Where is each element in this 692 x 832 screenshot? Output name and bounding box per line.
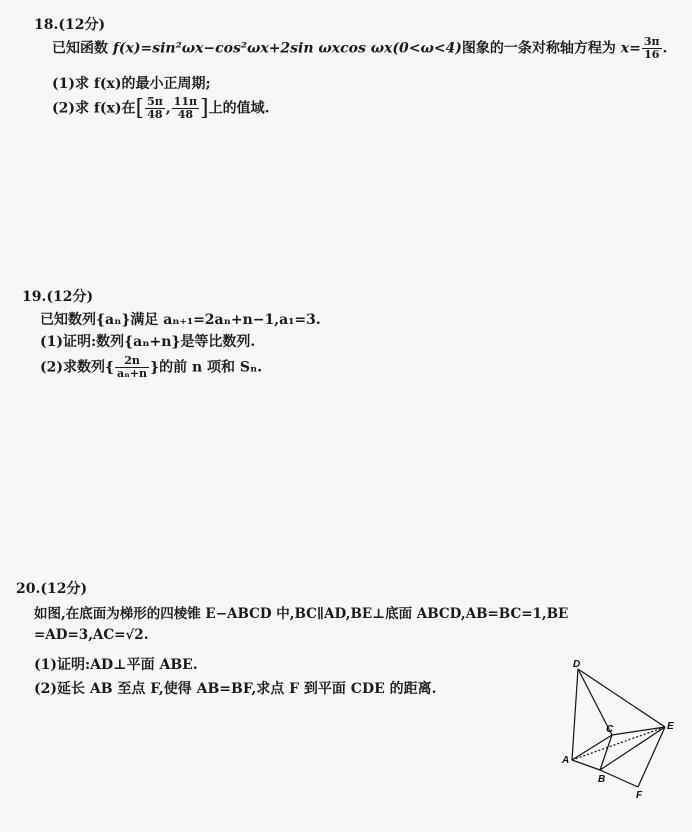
question-20-part-2: (2)延长 AB 至点 F,使得 AB=BF,求点 F 到平面 CDE 的距离. (34, 681, 437, 697)
pyramid-figure (560, 655, 690, 805)
vertex-label-C: C (606, 724, 614, 735)
fraction-3pi-16: $\frac{3\pi}{16}$ (643, 35, 660, 61)
question-18-part-2: (2)求 f(x)在[ $\frac{5\pi}{48}$ , $\frac{11\pi}{48}$ ]上的值域. (52, 95, 270, 121)
question-19-part-1: (1)证明:数列{aₙ+n}是等比数列. (40, 334, 256, 350)
edge-AE-hidden (572, 727, 665, 760)
question-20-part-1: (1)证明:AD⊥平面 ABE. (34, 657, 198, 673)
vertex-label-D: D (573, 659, 581, 670)
edge-AB (572, 760, 600, 770)
question-19-header: 19.(12分) (22, 289, 94, 305)
fraction-2n-over-an-plus-n: $\frac{2n}{\text{aₙ+n}}$ (117, 354, 148, 380)
edge-BC (600, 735, 612, 770)
vertex-label-B: B (598, 774, 606, 785)
fraction-11pi-48: $\frac{11\pi}{48}$ (173, 95, 198, 121)
question-20-stem-line-2: =AD=3,AC=√2. (34, 627, 149, 643)
question-20-stem-line-1: 如图,在底面为梯形的四棱锥 E−ABCD 中,BC∥AD,BE⊥底面 ABCD,AB=BC=1,BE (34, 606, 569, 622)
edge-DE (578, 669, 665, 727)
question-19-stem: 已知数列{aₙ}满足 aₙ₊₁=2aₙ+n−1,a₁=3. (40, 312, 321, 328)
edge-AD (572, 669, 578, 760)
edge-BF (600, 770, 638, 787)
edge-CE (612, 727, 665, 735)
question-18-stem: 已知函数 f(x)=sin²ωx−cos²ωx+2sin ωxcos ωx(0<ω<4)图象的一条对称轴方程为 x= $\frac{3\pi}{16}$ . (52, 35, 668, 61)
question-20-header: 20.(12分) (16, 581, 88, 597)
question-18-header: 18.(12分) (34, 17, 106, 33)
vertex-label-E: E (667, 721, 674, 732)
question-18-part-1: (1)求 f(x)的最小正周期; (52, 76, 211, 92)
vertex-label-A: A (562, 755, 570, 766)
question-19-part-2: (2)求数列{ $\frac{2n}{\text{aₙ+n}}$ }的前 n 项和 Sₙ. (40, 354, 263, 380)
vertex-label-F: F (636, 790, 643, 801)
fraction-5pi-48: $\frac{5\pi}{48}$ (147, 95, 163, 121)
